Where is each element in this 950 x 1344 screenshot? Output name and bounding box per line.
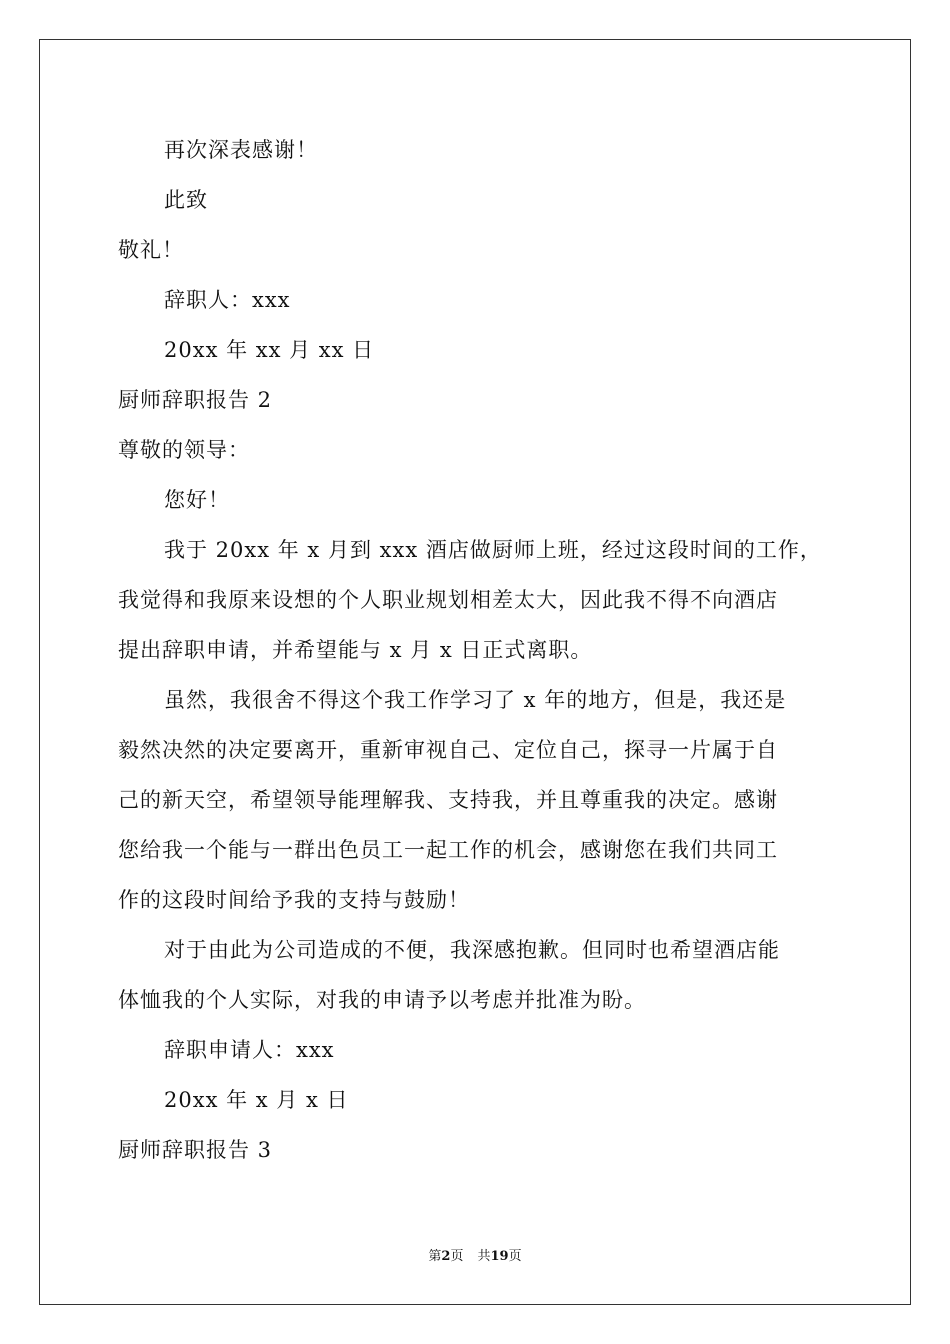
paragraph-3-line-1: 对于由此为公司造成的不便，我深感抱歉。但同时也希望酒店能 <box>164 938 780 962</box>
page-suffix: 页 <box>450 1249 464 1264</box>
section-heading-3: 厨师辞职报告 3 <box>118 1138 273 1162</box>
total-prefix: 共 <box>477 1249 491 1264</box>
paragraph-1-line-1: 我于 20xx 年 x 月到 xxx 酒店做厨师上班，经过这段时间的工作， <box>164 538 822 562</box>
paragraph-1-line-2: 我觉得和我原来设想的个人职业规划相差太大，因此我不得不向酒店 <box>118 588 778 612</box>
closing-salutation: 此致 <box>164 188 208 212</box>
applicant-signature: 辞职申请人：xxx <box>164 1038 335 1062</box>
page-number: 2 <box>441 1249 451 1264</box>
paragraph-2-line-3: 己的新天空，希望领导能理解我、支持我，并且尊重我的决定。感谢 <box>118 788 778 812</box>
letter-greeting: 您好！ <box>164 488 230 512</box>
page-prefix: 第 <box>428 1249 442 1264</box>
closing-regards: 敬礼！ <box>118 238 184 262</box>
paragraph-2-line-2: 毅然决然的决定要离开，重新审视自己、定位自己，探寻一片属于自 <box>118 738 778 762</box>
total-suffix: 页 <box>508 1249 522 1264</box>
page-border <box>39 39 911 1305</box>
applicant-date: 20xx 年 x 月 x 日 <box>164 1088 349 1112</box>
signature-date: 20xx 年 xx 月 xx 日 <box>164 338 375 362</box>
closing-thanks: 再次深表感谢！ <box>164 138 318 162</box>
signature-name: 辞职人：xxx <box>164 288 291 312</box>
page-footer <box>0 1248 950 1266</box>
section-heading-2: 厨师辞职报告 2 <box>118 388 273 412</box>
paragraph-3-line-2: 体恤我的个人实际，对我的申请予以考虑并批准为盼。 <box>118 988 646 1012</box>
total-pages: 19 <box>490 1249 509 1264</box>
paragraph-2-line-1: 虽然，我很舍不得这个我工作学习了 x 年的地方，但是，我还是 <box>164 688 787 712</box>
paragraph-1-line-3: 提出辞职申请，并希望能与 x 月 x 日正式离职。 <box>118 638 593 662</box>
letter-addressee: 尊敬的领导： <box>118 438 250 462</box>
paragraph-2-line-4: 您给我一个能与一群出色员工一起工作的机会，感谢您在我们共同工 <box>118 838 778 862</box>
paragraph-2-line-5: 作的这段时间给予我的支持与鼓励！ <box>118 888 470 912</box>
